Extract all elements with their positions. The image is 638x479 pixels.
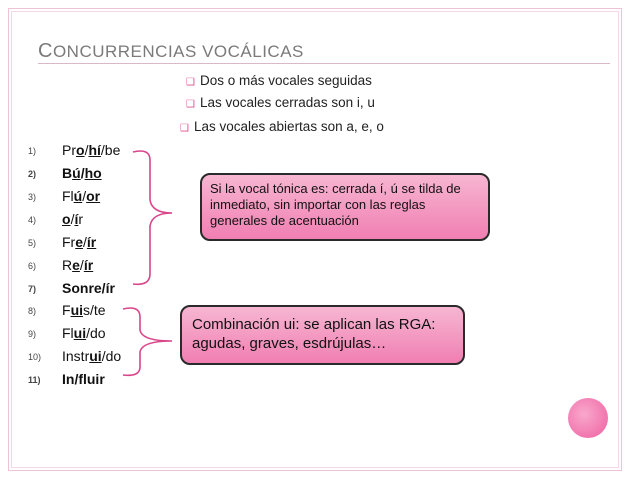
word-part-u1: ui [70,302,84,318]
word-part-u2: ho [84,165,102,181]
word-part-post: r [78,211,84,227]
list-number: 5) [28,238,37,248]
bracket-bottom [123,308,172,375]
word-part-pre: B [62,165,73,181]
word-part-pre: In/fluir [62,371,105,387]
decorative-circle [568,398,608,438]
word-part-pre: Fl [62,188,74,204]
list-number: 7) [28,284,37,294]
callout-ui-rule [180,305,465,365]
bullet-marker-icon: ❑ [186,99,195,110]
word-part-post: /do [101,348,122,364]
callout-ui-text: Combinación ui: se aplican las RGA: agudas, graves, esdrújulas… [192,316,436,352]
title-rest: ONCURRENCIAS VOCÁLICAS [52,42,304,61]
word-part-s1: / [84,142,89,158]
list-number: 4) [28,215,37,225]
word-part-pre: Pr [62,142,76,158]
word-part-pre: Fl [62,325,74,341]
word-part-s1: / [80,165,85,181]
word-part-u2: hí [88,142,101,158]
word-part-u2: ír [83,257,94,273]
word-part-u2: or [86,188,101,204]
word-part-pre: Sonre/ír [62,280,115,296]
word-part-s1: / [79,257,84,273]
word-part-u1: o [76,142,85,158]
bullet-text: Las vocales cerradas son i, u [200,95,375,110]
list-number: 6) [28,261,37,271]
bullet-text: Dos o más vocales seguidas [200,73,372,88]
word-part-u1: ui [89,348,102,364]
word-part-s1: / [83,234,87,250]
list-number: 8) [28,306,37,316]
word-part-u1: ú [73,188,83,204]
word-part-u2: ír [86,234,97,250]
word-part-post: s/te [83,302,106,318]
list-number: 11) [28,375,41,385]
word-part-pre: F [62,302,71,318]
word-part-u1: ui [73,325,87,341]
word-part-post: /be [100,142,121,158]
title-initial: C [38,40,53,62]
word-part-u1: e [75,234,84,250]
callout-tilde-rule [200,173,490,241]
bracket-top [133,151,172,284]
word-part-post: /do [86,325,106,341]
bullet-text: Las vocales abiertas son a, e, o [194,119,384,134]
callout-tilde-text: Si la vocal tónica es: cerrada í, ú se tilda de inmediato, sin importar con las reglas generales de acentuación [210,181,461,228]
bullet-marker-icon: ❑ [180,123,189,134]
word-part-u2: í [74,211,79,227]
word-part-s1: / [70,211,75,227]
word-part-u1: ú [72,165,81,181]
bullet-marker-icon: ❑ [186,77,195,88]
list-number: 3) [28,192,37,202]
word-part-pre: Instr [62,348,90,364]
word-part-s1: / [82,188,87,204]
word-part-pre: Fr [62,234,76,250]
list-number: 1) [28,146,37,156]
word-part-u1: o [62,211,71,227]
word-part-u1: e [72,257,80,273]
list-number: 10) [28,352,42,362]
word-part-pre: R [62,257,73,273]
list-number: 2) [28,169,37,179]
list-number: 9) [28,329,37,339]
